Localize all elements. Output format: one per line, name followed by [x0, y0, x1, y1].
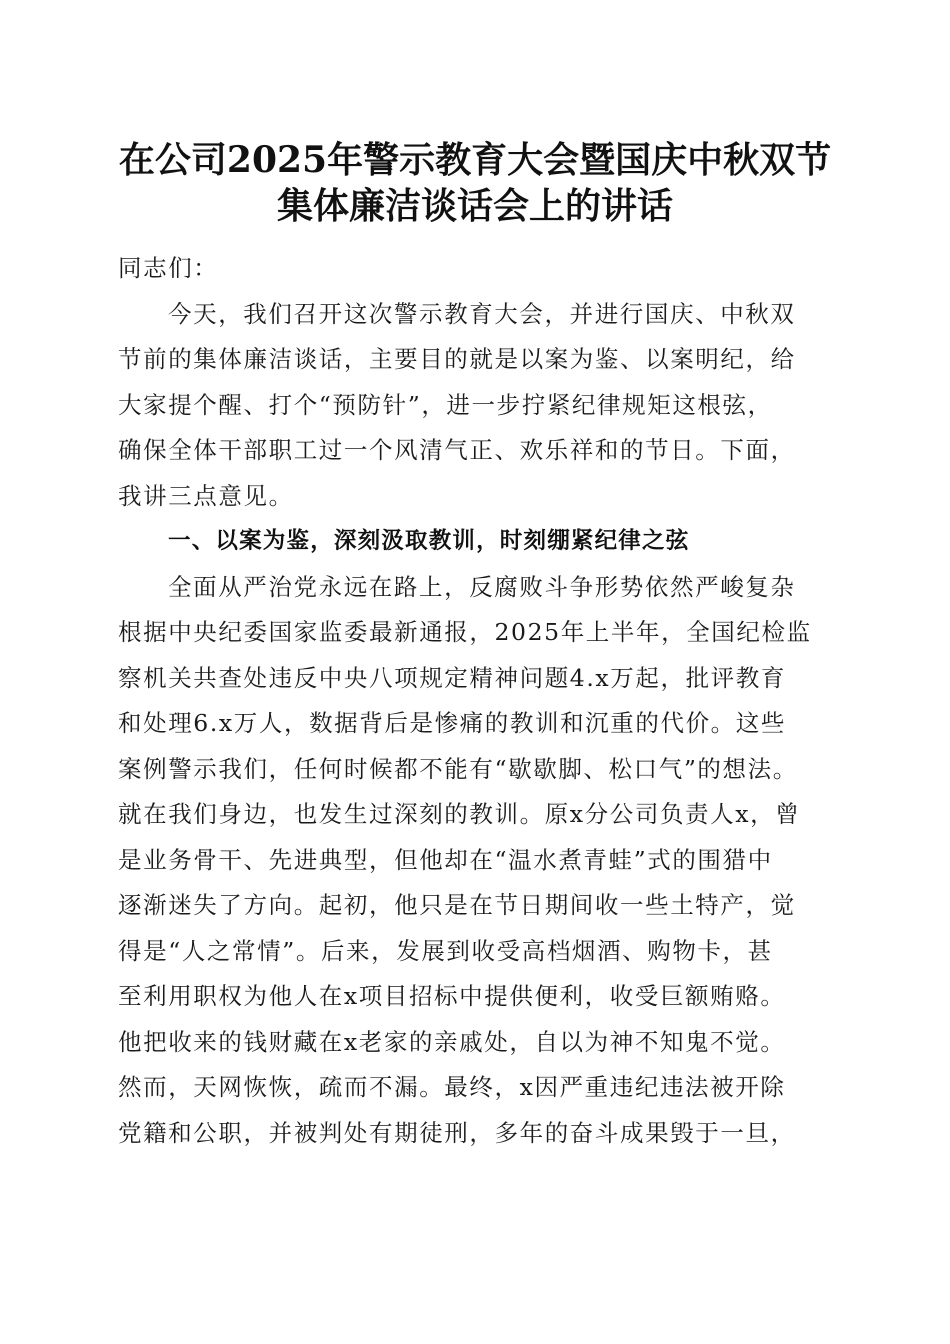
- document-title-line-1: 在公司2025年警示教育大会暨国庆中秋双节: [118, 139, 832, 181]
- paragraph-line: 我讲三点意见。: [118, 481, 294, 510]
- paragraph-line: 他把收来的钱财藏在x老家的亲戚处，自以为神不知鬼不觉。: [118, 1027, 786, 1056]
- paragraph-line: 今天，我们召开这次警示教育大会，并进行国庆、中秋双: [168, 299, 796, 328]
- paragraph-line: 然而，天网恢恢，疏而不漏。最终，x因严重违纪违法被开除: [118, 1073, 786, 1101]
- paragraph-line: 节前的集体廉洁谈话，主要目的就是以案为鉴、以案明纪，给: [118, 345, 796, 373]
- paragraph-line: 逐渐迷失了方向。起初，他只是在节日期间收一些土特产，觉: [118, 891, 796, 919]
- paragraph-line: 案例警示我们，任何时候都不能有“歇歇脚、松口气”的想法。: [118, 754, 798, 783]
- paragraph-line: 和处理6.x万人，数据背后是惨痛的教训和沉重的代价。这些: [118, 709, 786, 737]
- paragraph-line: 根据中央纪委国家监委最新通报，2025年上半年，全国纪检监: [118, 618, 812, 646]
- paragraph-line: 全面从严治党永远在路上，反腐败斗争形势依然严峻复杂: [168, 572, 796, 601]
- document-title-line-2: 集体廉洁谈话会上的讲话: [276, 185, 673, 227]
- paragraph-line: 大家提个醒、打个“预防针”，进一步拧紧纪律规矩这根弦，: [118, 390, 773, 419]
- paragraph-line: 得是“人之常情”。后来，发展到收受高档烟酒、购物卡，甚: [118, 936, 773, 965]
- section-heading: 一、以案为鉴，深刻汲取教训，时刻绷紧纪律之弦: [168, 528, 690, 554]
- paragraph-line: 至利用职权为他人在x项目招标中提供便利，收受巨额贿赂。: [118, 982, 786, 1010]
- salutation: 同志们：: [118, 254, 219, 282]
- document-body: [118, 246, 838, 1156]
- paragraph-line: 是业务骨干、先进典型，但他却在“温水煮青蛙”式的围猎中: [118, 845, 773, 874]
- paragraph-line: 就在我们身边，也发生过深刻的教训。原x分公司负责人x，曾: [118, 800, 801, 828]
- paragraph-line: 察机关共查处违反中央八项规定精神问题4.x万起，批评教育: [118, 663, 786, 692]
- paragraph-line: 党籍和公职，并被判处有期徒刑，多年的奋斗成果毁于一旦，: [118, 1118, 796, 1147]
- paragraph-line: 确保全体干部职工过一个风清气正、欢乐祥和的节日。下面，: [118, 436, 796, 464]
